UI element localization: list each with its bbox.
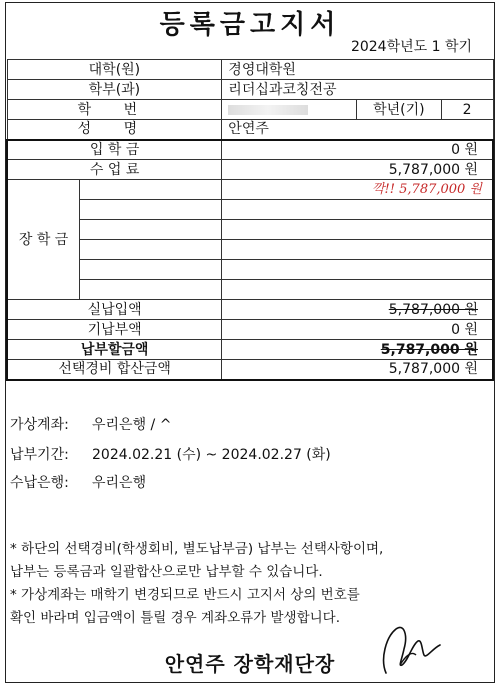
- name-value: 안연주: [222, 120, 493, 140]
- student-id-value: [222, 100, 357, 120]
- signature: [378, 615, 444, 679]
- virtual-account-value: 우리은행 / ^: [92, 417, 172, 433]
- actual-payment-label: 실납입액: [7, 300, 222, 320]
- scholarship-value-cell: [222, 240, 493, 260]
- scholarship-value-cell: [222, 200, 493, 220]
- bank-value: 우리은행: [92, 475, 147, 491]
- scholarship-sub-cell: [80, 180, 222, 200]
- prepaid-label: 기납부액: [7, 320, 222, 340]
- optional-total-value: 5,787,000 원: [222, 360, 493, 380]
- note-line: * 가상계좌는 매학기 변경되므로 반드시 고지서 상의 번호를: [10, 587, 360, 603]
- scholarship-sub-cell: [80, 280, 222, 300]
- payment-period-value: 2024.02.21 (수) ~ 2024.02.27 (화): [92, 447, 331, 463]
- payment-period-label: 납부기간:: [10, 447, 69, 463]
- amount-due-amount: 5,787,000 원: [380, 341, 478, 358]
- virtual-account-line: [10, 414, 171, 434]
- payment-period-line: [10, 444, 331, 464]
- virtual-account-label: 가상계좌:: [10, 417, 69, 433]
- amount-due-label: 납부할금액: [7, 340, 222, 360]
- prepaid-value: 0 원: [222, 320, 493, 340]
- note-line: 납부는 등록금과 일괄합산으로만 납부할 수 있습니다.: [10, 564, 323, 580]
- university-value: 경영대학원: [222, 60, 493, 80]
- admission-value: 0 원: [222, 140, 493, 160]
- bank-line: [10, 472, 146, 492]
- masked-student-id: [228, 105, 308, 115]
- invoice-title: 등록금고지서: [159, 10, 341, 40]
- department-label: 학부(과): [7, 80, 222, 100]
- scholarship-value-cell: [222, 260, 493, 280]
- issuer-name: 안연주 장학재단장: [164, 652, 336, 676]
- scholarship-handwritten-note: 깍!! 5,787,000 원: [222, 180, 493, 200]
- department-value: 리더십과코칭전공: [222, 80, 493, 100]
- scholarship-sub-cell: [80, 260, 222, 280]
- optional-total-label: 선택경비 합산금액: [7, 360, 222, 380]
- name-label: 성 명: [7, 120, 222, 140]
- student-id-label: 학 번: [7, 100, 222, 120]
- university-label: 대학(원): [7, 60, 222, 80]
- actual-payment-amount: 5,787,000 원: [388, 301, 478, 318]
- tuition-label: 수 업 료: [7, 160, 222, 180]
- note-line: * 하단의 선택경비(학생회비, 별도납부금) 납부는 선택사항이며,: [10, 541, 384, 557]
- actual-payment-value: [222, 300, 493, 320]
- term-label: 2024학년도 1 학기: [350, 39, 472, 55]
- scholarship-value-cell: [222, 220, 493, 240]
- year-label: 학년(기): [357, 100, 442, 120]
- tuition-value: 5,787,000 원: [222, 160, 493, 180]
- year-value: 2: [441, 100, 493, 120]
- scholarship-sub-cell: [80, 200, 222, 220]
- amount-due-value: [222, 340, 493, 360]
- note-line: 확인 바라며 입금액이 틀릴 경우 계좌오류가 발생합니다.: [10, 610, 340, 626]
- admission-label: 입 학 금: [7, 140, 222, 160]
- invoice-table: [6, 59, 494, 381]
- bank-label: 수납은행:: [10, 475, 69, 491]
- scholarship-sub-cell: [80, 220, 222, 240]
- scholarship-sub-cell: [80, 240, 222, 260]
- scholarship-value-cell: [222, 280, 493, 300]
- scholarship-label: 장 학 금: [7, 180, 80, 300]
